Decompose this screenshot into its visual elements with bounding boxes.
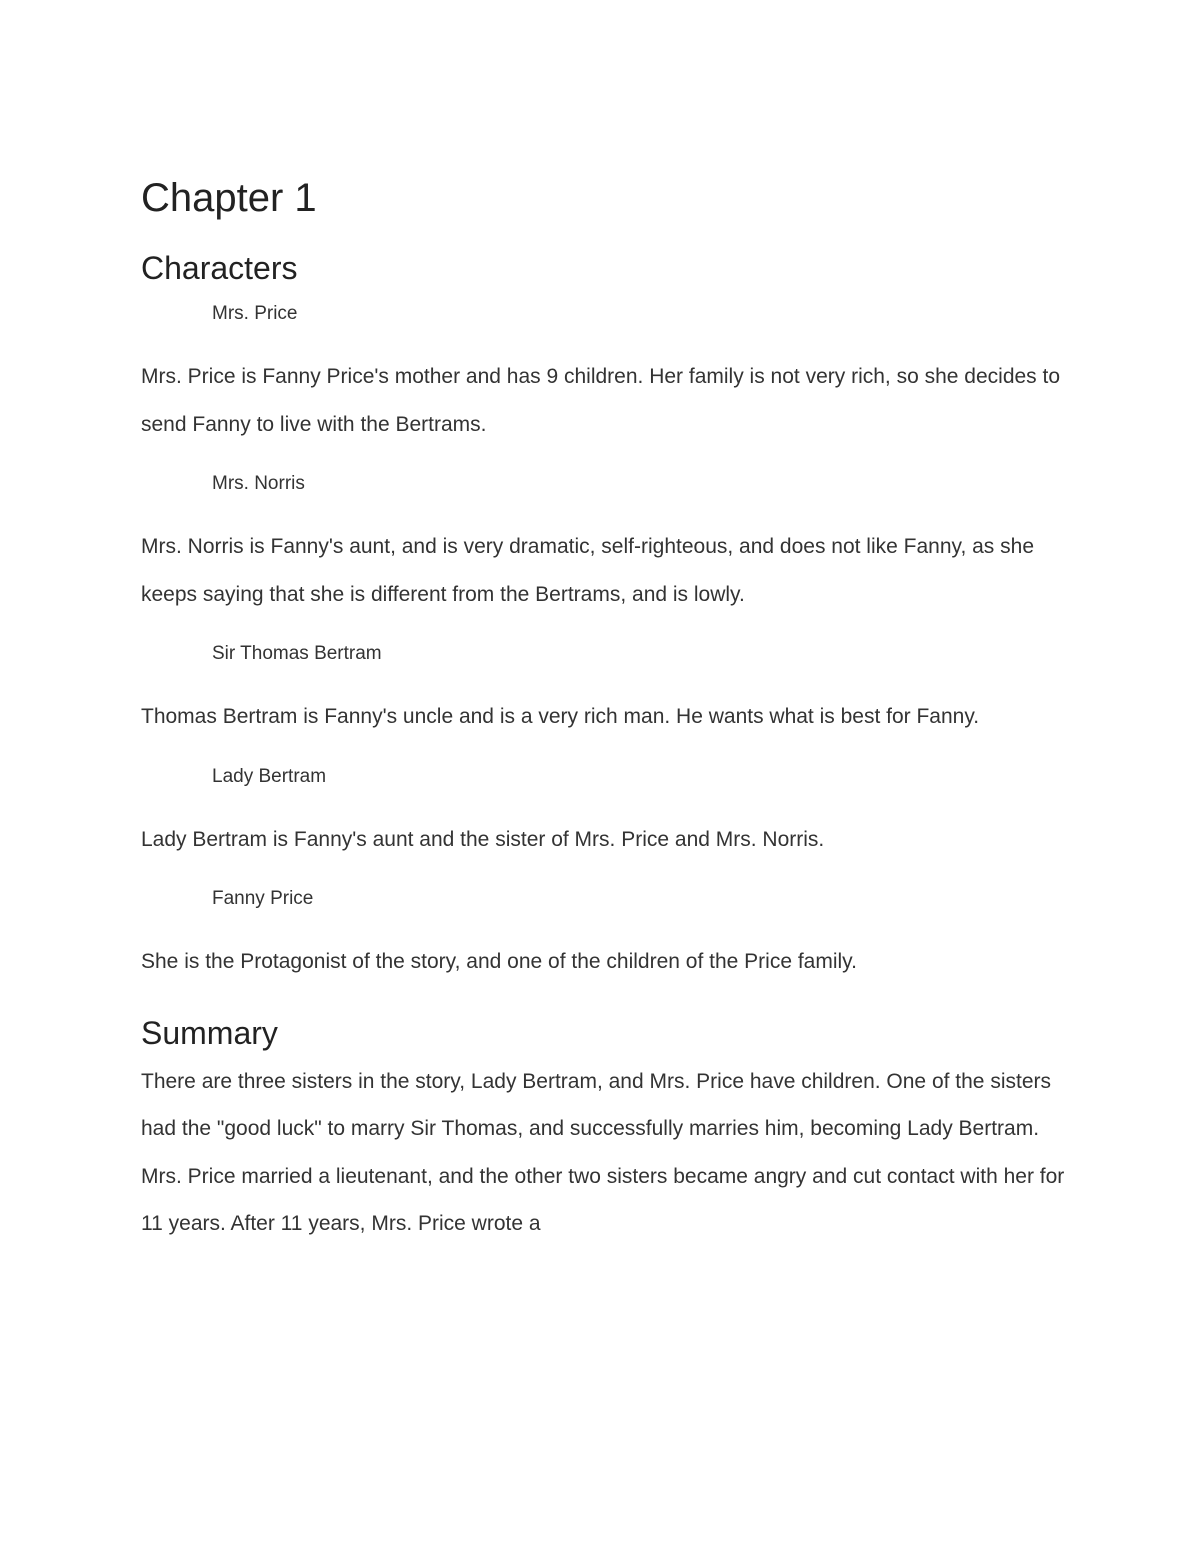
character-description: Lady Bertram is Fanny's aunt and the sister of Mrs. Price and Mrs. Norris. [141, 827, 825, 851]
character-entry [141, 299, 1071, 448]
character-description: She is the Protagonist of the story, and one of the children of the Price family. [141, 950, 857, 973]
chapter-title: Chapter 1 [141, 176, 317, 220]
character-description: Mrs. Norris is Fanny's aunt, and is very dramatic, self-righteous, and does not like Fanny, as she keeps saying that she is different from the Bertrams, and is lowly. [141, 535, 1035, 606]
character-entry [141, 639, 1071, 741]
character-name: Mrs. Price [212, 303, 298, 324]
character-name: Mrs. Norris [212, 473, 305, 494]
character-description: Thomas Bertram is Fanny's uncle and is a very rich man. He wants what is best for Fanny. [141, 705, 980, 728]
character-description: Mrs. Price is Fanny Price's mother and has 9 children. Her family is not very rich, so she decides to send Fanny to live with the Bertrams. [141, 365, 1061, 436]
character-name: Fanny Price [212, 888, 314, 909]
summary-paragraph: There are three sisters in the story, Lady Bertram, and Mrs. Price have children. One of the sisters had the "good luck" to marry Sir Thomas, and successfully marries him, becoming Lady Bertram. Mrs. Price married a lieutenant, and the other two sisters became angry and cut contact with her for 11 years. After 11 years, Mrs. Price wrote a [141, 1069, 1065, 1235]
summary-heading: Summary [141, 1014, 278, 1051]
document-content [141, 172, 1071, 1248]
characters-heading: Characters [141, 250, 298, 286]
character-entry [141, 469, 1071, 618]
character-entry [141, 762, 1071, 864]
character-entry [141, 884, 1071, 986]
character-name: Sir Thomas Bertram [212, 643, 382, 664]
character-name: Lady Bertram [212, 765, 327, 787]
